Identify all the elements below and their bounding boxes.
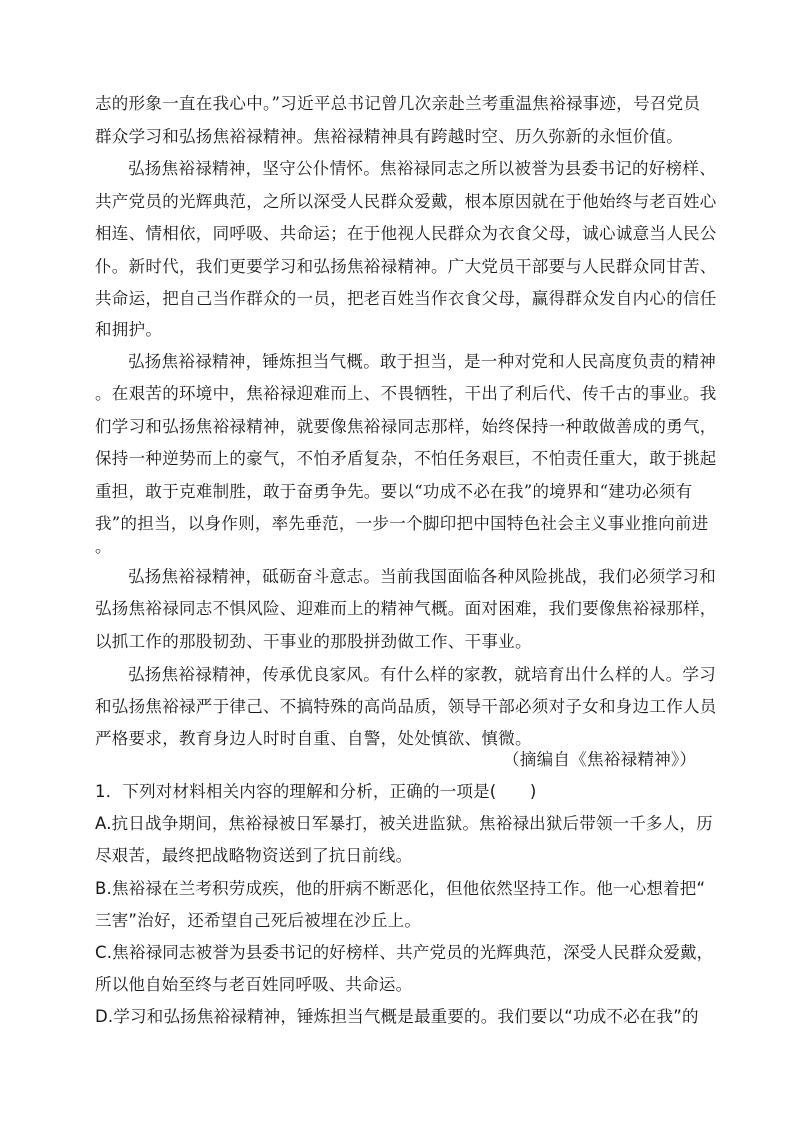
passage-line: 仆。新时代，我们更要学习和弘扬焦裕禄精神。广大党员干部要与人民群众同甘苦、 bbox=[95, 257, 717, 276]
passage-line: 共产党员的光辉典范，之所以深受人民群众爱戴，根本原因就在于他始终与老百姓心 bbox=[95, 192, 717, 211]
passage-line: 重担，敢于克难制胜，敢于奋勇争先。要以“功成不必在我”的境界和“建功必须有 bbox=[95, 482, 693, 501]
passage-line: 和弘扬焦裕禄严于律己、不搞特殊的高尚品质，领导干部必须对子女和身边工作人员 bbox=[95, 697, 717, 716]
passage-line: 弘扬焦裕禄精神，锤炼担当气概。敢于担当，是一种对党和人民高度负责的精神 bbox=[128, 352, 716, 371]
passage-line: 我”的担当，以身作则，率先垂范，一步一个脚印把中国特色社会主义事业推向前进 bbox=[95, 514, 709, 533]
option-c-line: 所以他自始至终与老百姓同呼吸、共命运。 bbox=[95, 975, 413, 994]
option-b-line: B.焦裕禄在兰考积劳成疾，他的肝病不断恶化，但他依然坚持工作。他一心想着把“ bbox=[95, 879, 706, 898]
passage-line: 。在艰苦的环境中，焦裕禄迎难而上、不畏牺牲，干出了利后代、传千古的事业。我 bbox=[95, 384, 717, 403]
passage-line: 弘扬焦裕禄同志不惧风险、迎难而上的精神气概。面对困难，我们要像焦裕禄那样， bbox=[95, 599, 717, 618]
option-a-line: 尽艰苦，最终把战略物资送到了抗日前线。 bbox=[95, 846, 413, 865]
passage-line: 弘扬焦裕禄精神，砥砺奋斗意志。当前我国面临各种风险挑战，我们必须学习和 bbox=[128, 567, 716, 586]
passage-line: 共命运，把自己当作群众的一员，把老百姓当作衣食父母，赢得群众发自内心的信任 bbox=[95, 289, 717, 308]
option-b-line: 三害”治好，还希望自己死后被埋在沙丘上。 bbox=[95, 911, 422, 930]
passage-line: 和拥护。 bbox=[95, 320, 163, 339]
passage-line: 群众学习和弘扬焦裕禄精神。焦裕禄精神具有跨越时空、历久弥新的永恒价值。 bbox=[95, 127, 683, 146]
option-a-line: A.抗日战争期间，焦裕禄被日军暴打，被关进监狱。焦裕禄出狱后带领一千多人，历 bbox=[95, 814, 713, 833]
passage-line: 严格要求，教育身边人时时自重、自警，处处慎欲、慎微。 bbox=[95, 729, 532, 748]
passage-line: 弘扬焦裕禄精神，传承优良家风。有什么样的家教，就培育出什么样的人。学习 bbox=[128, 665, 716, 684]
passage-line: 。 bbox=[95, 537, 112, 556]
source-attribution: （摘编自《焦裕禄精神》） bbox=[503, 750, 697, 769]
passage-line: 相连、情相依，同呼吸、共命运；在于他视人民群众为衣食父母，诚心诚意当人民公 bbox=[95, 224, 717, 243]
passage-line: 保持一种逆势而上的豪气，不怕矛盾复杂，不怕任务艰巨，不怕责任重大，敢于挑起 bbox=[95, 449, 717, 468]
question-stem: 1．下列对材料相关内容的理解和分析，正确的一项是( ) bbox=[95, 782, 537, 801]
option-d-line: D.学习和弘扬焦裕禄精神，锤炼担当气概是最重要的。我们要以“功成不必在我”的 bbox=[95, 1007, 699, 1026]
passage-line: 弘扬焦裕禄精神，坚守公仆情怀。焦裕禄同志之所以被誉为县委书记的好榜样、 bbox=[128, 159, 716, 178]
passage-line: 志的形象一直在我心中。”习近平总书记曾几次亲赴兰考重温焦裕禄事迹，号召党员 bbox=[95, 94, 701, 113]
option-c-line: C.焦裕禄同志被誉为县委书记的好榜样、共产党员的光辉典范，深受人民群众爱戴， bbox=[95, 943, 714, 962]
passage-line: 们学习和弘扬焦裕禄精神，就要像焦裕禄同志那样，始终保持一种敢做善成的勇气， bbox=[95, 417, 717, 436]
passage-line: 以抓工作的那股韧劲、干事业的那股拼劲做工作、干事业。 bbox=[95, 632, 532, 651]
